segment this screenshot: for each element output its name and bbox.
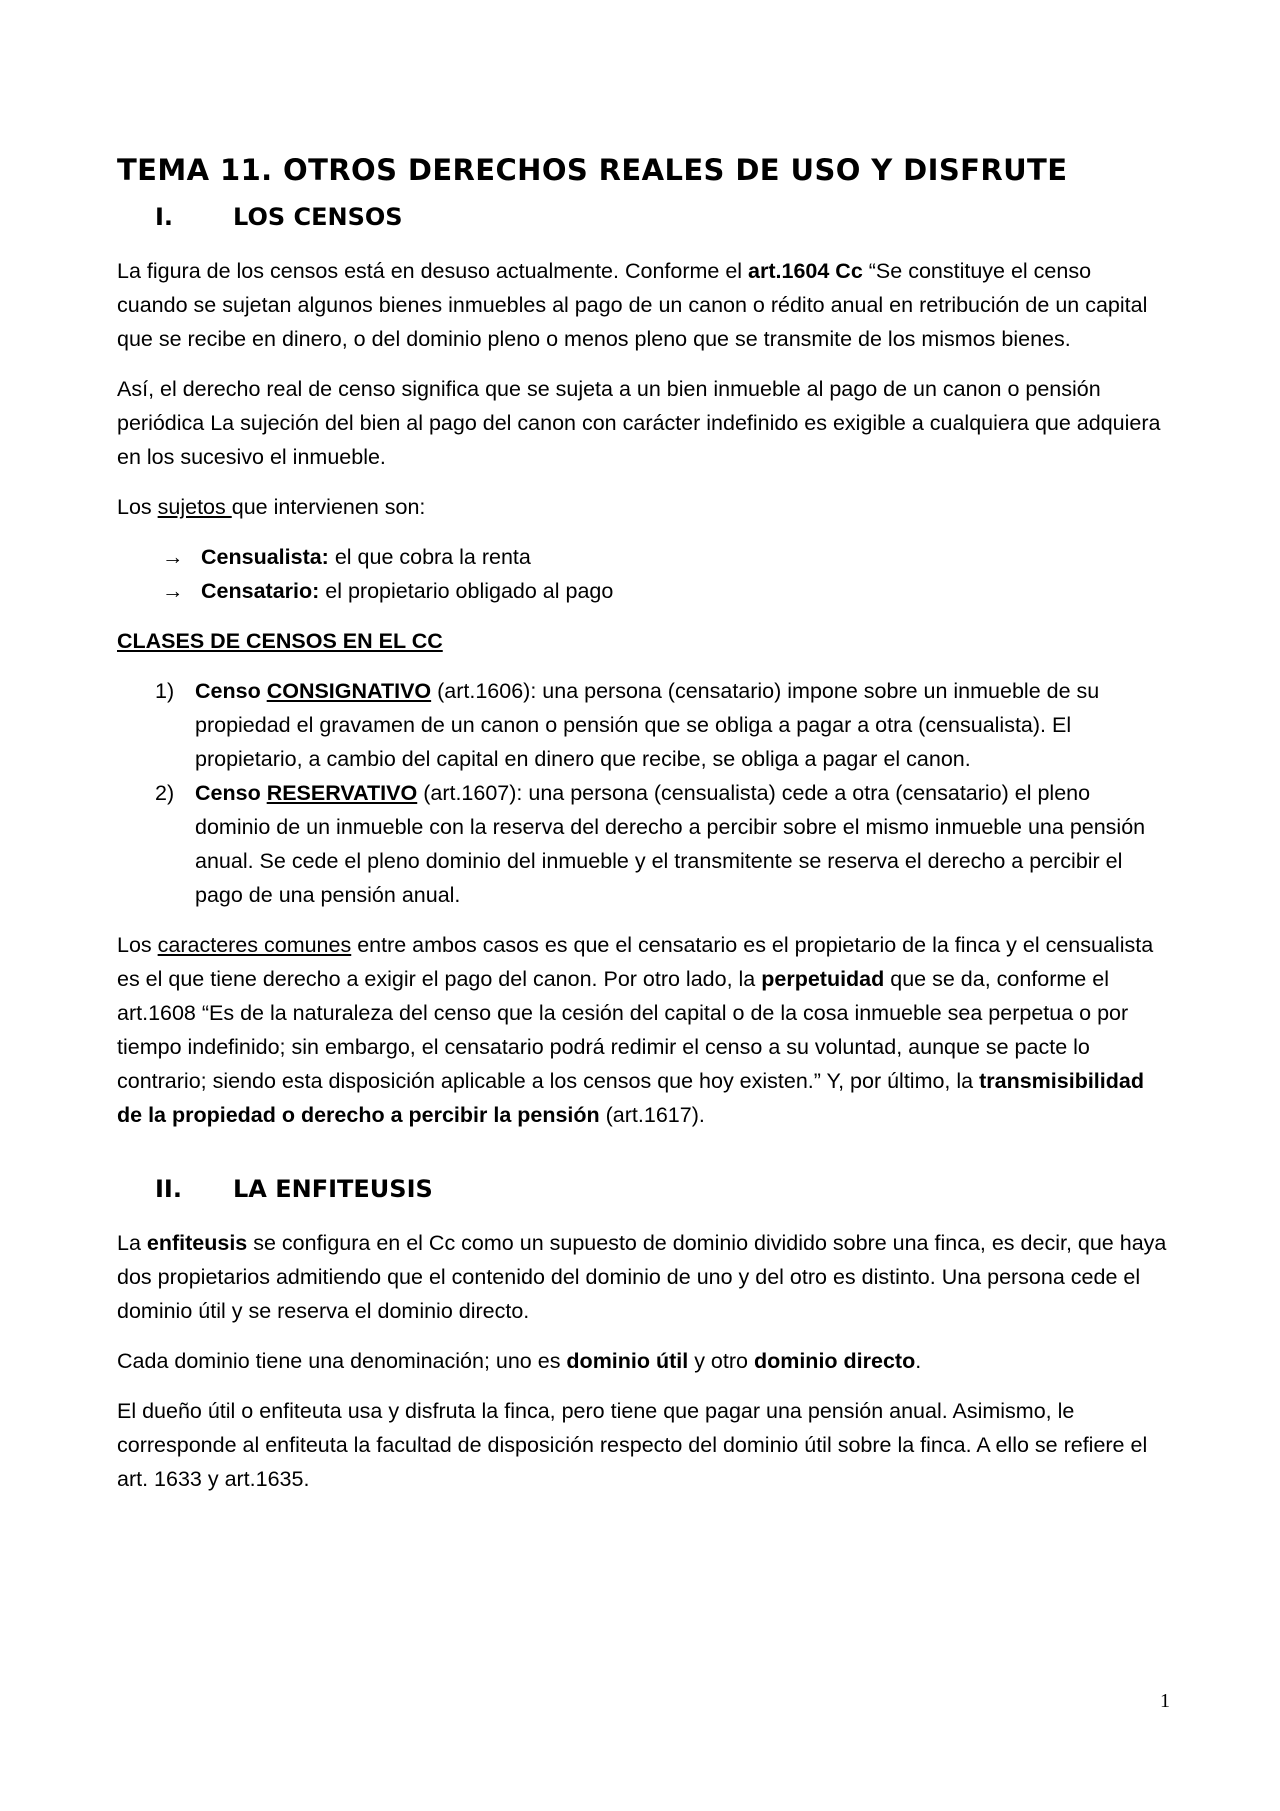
text-run: (art.1606): una persona (censatario) impone sobre un inmueble de su propiedad el gravamen de un canon o pensión que se obliga a pagar a otra (censualista). El propietario, a cambio del capital en dinero que recibe, se obliga a pagar el canon.: [195, 679, 1100, 771]
text-run: el propietario obligado al pago: [319, 579, 614, 603]
text-run: La figura de los censos está en desuso actualmente. Conforme el: [117, 259, 749, 283]
bold-underlined-text: RESERVATIVO: [266, 781, 418, 805]
list-item-text: [195, 674, 1167, 776]
bold-text: transmisibilidad de la propiedad o derecho a percibir la pensión: [117, 1069, 1144, 1127]
bold-text: dominio útil: [566, 1349, 689, 1373]
underlined-bold-text: CLASES DE CENSOS EN EL CC: [117, 629, 443, 653]
clases-list: [117, 674, 1167, 912]
list-item: [162, 540, 1167, 574]
section-heading-enfiteusis: [117, 1172, 1167, 1206]
text-run: que se da, conforme el art.1608 “Es de la naturaleza del censo que la cesión del capital o de la cosa inmueble sea perpetua o por tiempo indefinido; sin embargo, el censatario podrá redimir el censo a su voluntad, aunque se pacte lo contrario; siendo esta disposición aplicable a los censos que hoy existen.” Y, por último, la: [117, 967, 1129, 1093]
list-item-text: [201, 574, 613, 608]
paragraph: El dueño útil o enfiteuta usa y disfruta la finca, pero tiene que pagar una pensión anual. Asimismo, le corresponde al enfiteuta la facultad de disposición respecto del dominio útil sobre la finca. A ello se refiere el art. 1633 y art.1635.: [117, 1399, 1148, 1491]
paragraph: [117, 1344, 1167, 1378]
text-run: La: [117, 1231, 147, 1255]
paragraph: [117, 254, 1167, 356]
section-heading-censos: [117, 200, 1167, 234]
bold-text: Censualista:: [201, 545, 329, 569]
subjects-list: [117, 540, 1167, 608]
arrow-icon: →: [162, 545, 184, 569]
text-run: se configura en el Cc como un supuesto de dominio dividido sobre una finca, es decir, que haya dos propietarios admitiendo que el contenido del dominio de uno y del otro es distinto. Una persona cede el dominio útil y se reserva el dominio directo.: [117, 1231, 1167, 1323]
bold-underlined-text: CONSIGNATIVO: [266, 679, 432, 703]
paragraph: [117, 490, 1167, 524]
text-run: el que cobra la renta: [328, 545, 531, 569]
text-run: entre ambos casos es que el censatario es el propietario de la finca y el censualista es el que tiene derecho a exigir el pago del canon. Por otro lado, la: [117, 933, 1154, 991]
list-item: [162, 574, 1167, 608]
text-run: Los: [117, 933, 158, 957]
list-marker: 2): [155, 781, 175, 805]
bold-text: art.1604 Cc: [748, 259, 863, 283]
text-run: (art.1607): una persona (censualista) cede a otra (censatario) el pleno dominio de un inmueble con la reserva del derecho a percibir sobre el mismo inmueble una pensión anual. Se cede el pleno dominio del inmueble y el transmitente se reserva el derecho a percibir el pago de una pensión anual.: [195, 781, 1146, 907]
arrow-icon: →: [162, 579, 184, 603]
text-run: que intervienen son:: [231, 495, 426, 519]
text-run: .: [915, 1349, 922, 1373]
section-number: II.: [155, 1175, 182, 1203]
bold-text: Censatario:: [201, 579, 320, 603]
list-marker: 1): [155, 679, 175, 703]
list-item: [117, 776, 1167, 912]
paragraph: [117, 928, 1167, 1132]
page-number: 1: [1160, 1690, 1170, 1712]
bold-text: Censo: [195, 781, 267, 805]
page-content: [117, 150, 1167, 1512]
text-run: (art.1617).: [599, 1103, 705, 1127]
section-title: LA ENFITEUSIS: [233, 1175, 433, 1203]
bold-text: enfiteusis: [146, 1231, 248, 1255]
paragraph: [117, 1226, 1167, 1328]
text-run: Cada dominio tiene una denominación; uno es: [117, 1349, 567, 1373]
bold-text: dominio directo: [753, 1349, 916, 1373]
list-item-text: [201, 540, 531, 574]
section-title: LOS CENSOS: [233, 203, 403, 231]
underlined-text: caracteres comunes: [157, 933, 352, 957]
document-title: TEMA 11. OTROS DERECHOS REALES DE USO Y DISFRUTE: [117, 153, 1068, 187]
section-number: I.: [155, 203, 174, 231]
bold-text: Censo: [195, 679, 267, 703]
underlined-text: sujetos: [157, 495, 232, 519]
paragraph: Así, el derecho real de censo significa que se sujeta a un bien inmueble al pago de un canon o pensión periódica La sujeción del bien al pago del canon con carácter indefinido es exigible a cualquiera que adquiera en los sucesivo el inmueble.: [117, 377, 1161, 469]
text-run: y otro: [688, 1349, 754, 1373]
text-run: “Se constituye el censo cuando se sujetan algunos bienes inmuebles al pago de un canon o rédito anual en retribución de un capital que se recibe en dinero, o del dominio pleno o menos pleno que se transmite de los mismos bienes.: [117, 259, 1148, 351]
list-item-text: [195, 776, 1167, 912]
subheading-clases: [117, 624, 1167, 658]
bold-text: perpetuidad: [761, 967, 885, 991]
list-item: [117, 674, 1167, 776]
text-run: Los: [117, 495, 158, 519]
